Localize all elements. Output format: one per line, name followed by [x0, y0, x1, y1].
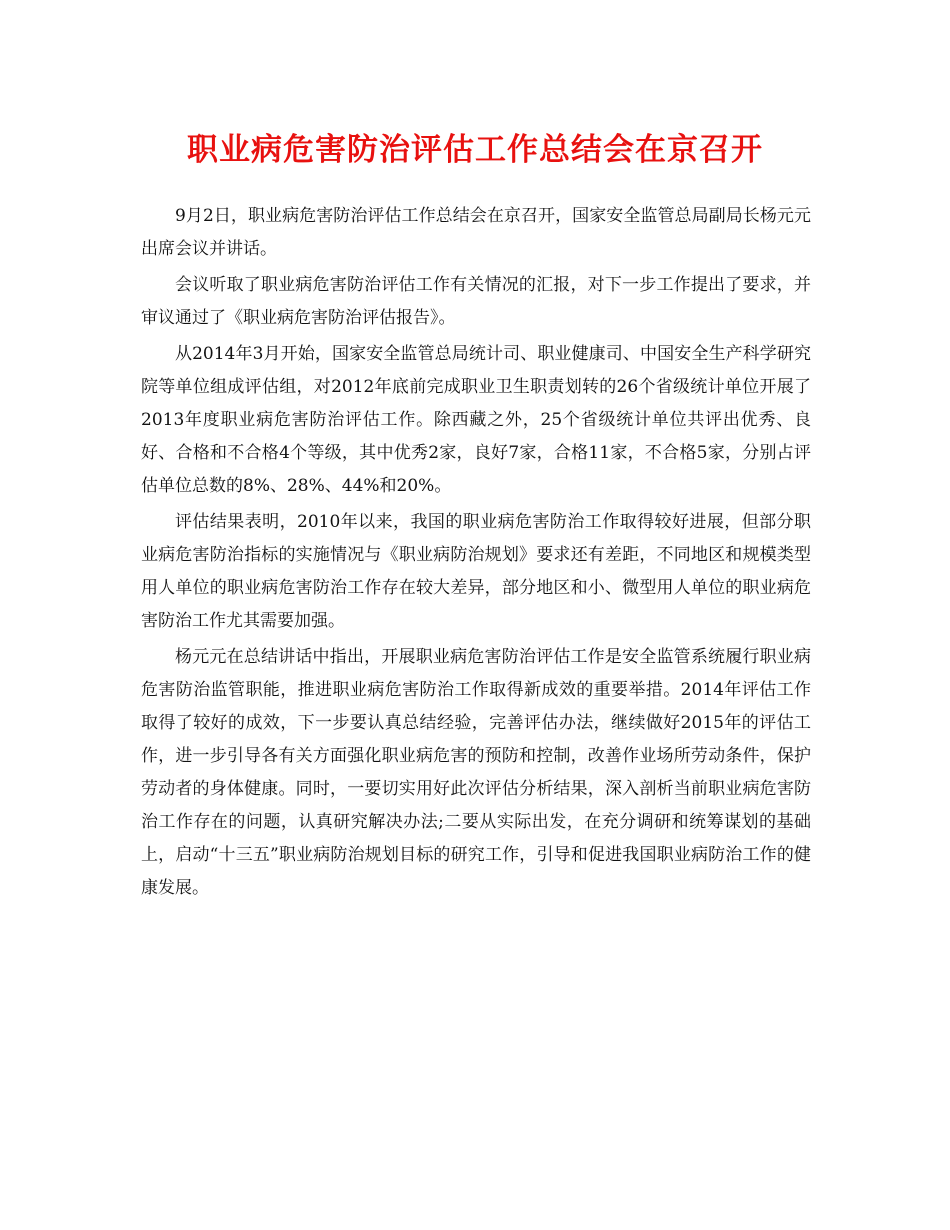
- paragraph: 杨元元在总结讲话中指出，开展职业病危害防治评估工作是安全监管系统履行职业病危害防治监管职能，推进职业病危害防治工作取得新成效的重要举措。2014年评估工作取得了较好的成效，下一步要认真总结经验，完善评估办法，继续做好2015年的评估工作，进一步引导各有关方面强化职业病危害的预防和控制，改善作业场所劳动条件，保护劳动者的身体健康。同时，一要切实用好此次评估分析结果，深入剖析当前职业病危害防治工作存在的问题，认真研究解决办法;二要从实际出发，在充分调研和统筹谋划的基础上，启动“十三五”职业病防治规划目标的研究工作，引导和促进我国职业病防治工作的健康发展。: [141, 647, 811, 898]
- paragraph: 从2014年3月开始，国家安全监管总局统计司、职业健康司、中国安全生产科学研究院等单位组成评估组，对2012年底前完成职业卫生职责划转的26个省级统计单位开展了2013年度职业病危害防治评估工作。除西藏之外，25个省级统计单位共评出优秀、良好、合格和不合格4个等级，其中优秀2家，良好7家，合格11家，不合格5家，分别占评估单位总数的8%、28%、44%和20%。: [141, 344, 811, 496]
- paragraph: 9月2日，职业病危害防治评估工作总结会在京召开，国家安全监管总局副局长杨元元出席会议并讲话。: [141, 206, 811, 259]
- paragraph: 会议听取了职业病危害防治评估工作有关情况的汇报，对下一步工作提出了要求，并审议通过了《职业病危害防治评估报告》。: [141, 275, 811, 328]
- paragraph: 评估结果表明，2010年以来，我国的职业病危害防治工作取得较好进展，但部分职业病危害防治指标的实施情况与《职业病防治规划》要求还有差距，不同地区和规模类型用人单位的职业病危害防治工作存在较大差异，部分地区和小、微型用人单位的职业病危害防治工作尤其需要加强。: [141, 512, 811, 631]
- document-body: [141, 200, 811, 908]
- document-title: 职业病危害防治评估工作总结会在京召开: [187, 132, 763, 168]
